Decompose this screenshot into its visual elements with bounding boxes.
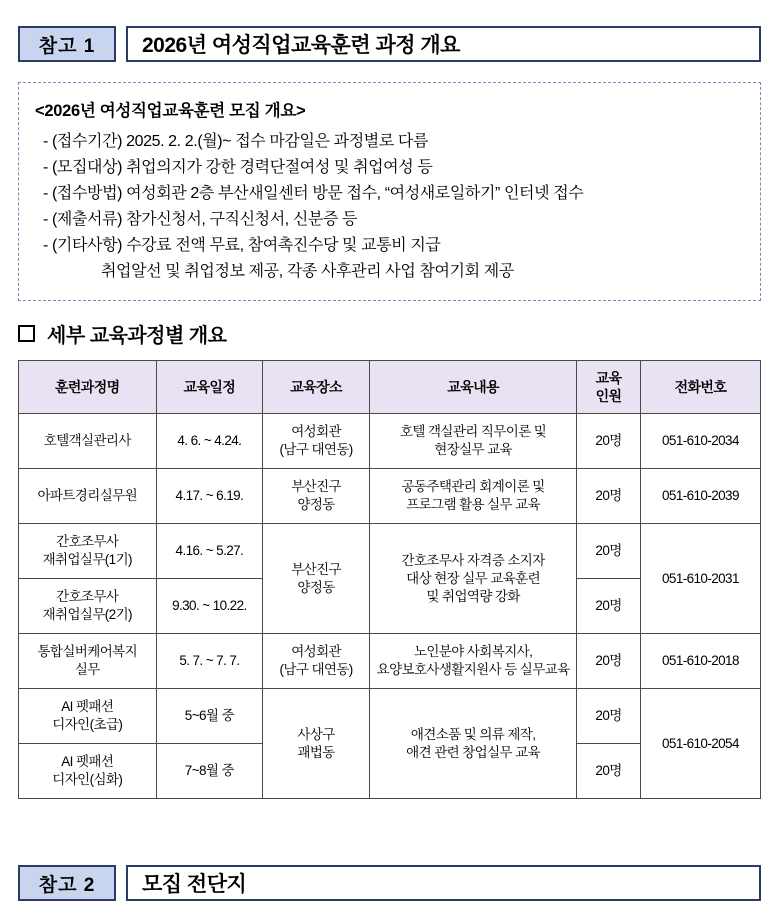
cell-course-name-line1: AI 펫패션 [61,699,114,715]
reference-2-header [18,865,761,901]
cell-location [263,689,370,799]
cell-course-name-line2: 디자인(심화) [52,772,123,788]
column-header-phone: 전화번호 [640,361,760,414]
cell-schedule: 9.30. ~ 10.22. [156,579,263,634]
cell-capacity: 20명 [577,469,641,524]
cell-content [369,689,576,799]
cell-capacity: 20명 [577,634,641,689]
cell-course-name-line1: AI 펫패션 [61,754,114,770]
cell-content-line2: 애견 관련 창업실무 교육 [406,744,541,760]
table-row [19,469,761,524]
cell-content-line1: 호텔 객실관리 직무이론 및 [399,424,547,440]
column-header-schedule: 교육일정 [156,361,263,414]
summary-title: <2026년 여성직업교육훈련 모집 개요> [35,102,306,120]
cell-content [369,634,576,689]
cell-content-line1: 공동주택관리 회계이론 및 [401,479,545,495]
summary-line-documents: - (제출서류) 참가신청서, 구직신청서, 신분증 등 [43,210,358,228]
cell-location-line2: 괘법동 [297,744,335,760]
summary-line-other-continued: 취업알선 및 취업정보 제공, 각종 사후관리 사업 참여기회 제공 [101,262,514,280]
cell-location [263,469,370,524]
summary-line-method: - (접수방법) 여성회관 2층 부산새일센터 방문 접수, “여성새로일하기” 인터넷 접수 [43,184,584,202]
cell-course-name [19,689,157,744]
cell-course-name [19,524,157,579]
cell-course-name-line2: 디자인(초급) [52,717,123,733]
cell-capacity: 20명 [577,744,641,799]
reference-2-title: 모집 전단지 [126,865,761,901]
column-header-course-name: 훈련과정명 [19,361,157,414]
cell-content-line2: 요양보호사생활지원사 등 실무교육 [376,662,570,678]
cell-content-line1: 간호조무사 자격증 소지자 [401,552,545,568]
cell-content [369,524,576,634]
cell-content-line3: 및 취업역량 강화 [426,589,520,605]
reference-2-tag: 참고 2 [18,865,116,901]
table-row [19,524,761,579]
recruitment-summary-box [18,82,761,301]
cell-capacity: 20명 [577,414,641,469]
column-header-capacity-line2: 인원 [595,388,622,405]
cell-location-line2: (남구 대연동) [279,662,353,678]
cell-course-name-line2: 실무 [74,662,100,678]
cell-schedule: 4.16. ~ 5.27. [156,524,263,579]
cell-location-line1: 여성회관 [291,424,341,440]
cell-course-name [19,634,157,689]
cell-schedule: 4.17. ~ 6.19. [156,469,263,524]
cell-capacity: 20명 [577,579,641,634]
summary-line-period: - (접수기간) 2025. 2. 2.(월)~ 접수 마감일은 과정별로 다름 [43,133,429,150]
reference-1-title: 2026년 여성직업교육훈련 과정 개요 [126,26,761,62]
cell-content [369,469,576,524]
cell-schedule: 4. 6. ~ 4.24. [156,414,263,469]
cell-content-line2: 현장실무 교육 [434,442,512,458]
summary-line-target: - (모집대상) 취업의지가 강한 경력단절여성 및 취업여성 등 [43,158,433,176]
cell-location-line1: 부산진구 [291,479,341,495]
cell-phone: 051-610-2039 [640,469,760,524]
column-header-capacity-line1: 교육 [595,369,622,386]
cell-course-name-line2: 재취업실무(2기) [42,607,132,623]
cell-location-line1: 사상구 [297,726,335,742]
cell-location [263,634,370,689]
cell-phone: 051-610-2031 [640,524,760,634]
cell-location [263,524,370,634]
cell-phone: 051-610-2054 [640,689,760,799]
section-heading [18,319,761,348]
cell-location [263,414,370,469]
cell-schedule: 7~8월 중 [156,744,263,799]
cell-phone: 051-610-2034 [640,414,760,469]
column-header-content: 교육내용 [369,361,576,414]
cell-course-name-line1: 간호조무사 [56,534,119,550]
reference-1-tag: 참고 1 [18,26,116,62]
cell-content-line1: 애견소품 및 의류 제작, [410,726,536,742]
cell-content-line1: 노인분야 사회복지사, [413,644,533,660]
summary-line-other: - (기타사항) 수강료 전액 무료, 참여촉진수당 및 교통비 지급 [43,236,441,254]
cell-course-name-line1: 통합실버케어복지 [37,644,138,660]
cell-content-line2: 프로그램 활용 실무 교육 [406,497,541,513]
table-row [19,634,761,689]
courses-table [18,360,761,799]
cell-location-line1: 부산진구 [291,561,341,577]
table-header-row [19,361,761,414]
cell-schedule: 5~6월 중 [156,689,263,744]
cell-course-name-line1: 간호조무사 [56,589,119,605]
cell-course-name: 아파트경리실무원 [19,469,157,524]
column-header-location: 교육장소 [263,361,370,414]
cell-location-line1: 여성회관 [291,644,341,660]
section-heading-label: 세부 교육과정별 개요 [47,325,227,348]
cell-location-line2: (남구 대연동) [279,442,353,458]
cell-content [369,414,576,469]
reference-1-header [18,26,761,62]
cell-course-name-line2: 재취업실무(1기) [42,552,132,568]
table-row [19,689,761,744]
cell-capacity: 20명 [577,524,641,579]
cell-schedule: 5. 7. ~ 7. 7. [156,634,263,689]
cell-location-line2: 양정동 [297,579,335,595]
document-page [0,26,779,921]
column-header-capacity [577,361,641,414]
table-row [19,414,761,469]
square-bullet-icon [18,325,35,342]
cell-course-name [19,579,157,634]
cell-location-line2: 양정동 [297,497,335,513]
cell-phone: 051-610-2018 [640,634,760,689]
cell-content-line2: 대상 현장 실무 교육훈련 [406,570,541,586]
cell-course-name [19,744,157,799]
cell-capacity: 20명 [577,689,641,744]
cell-course-name: 호텔객실관리사 [19,414,157,469]
